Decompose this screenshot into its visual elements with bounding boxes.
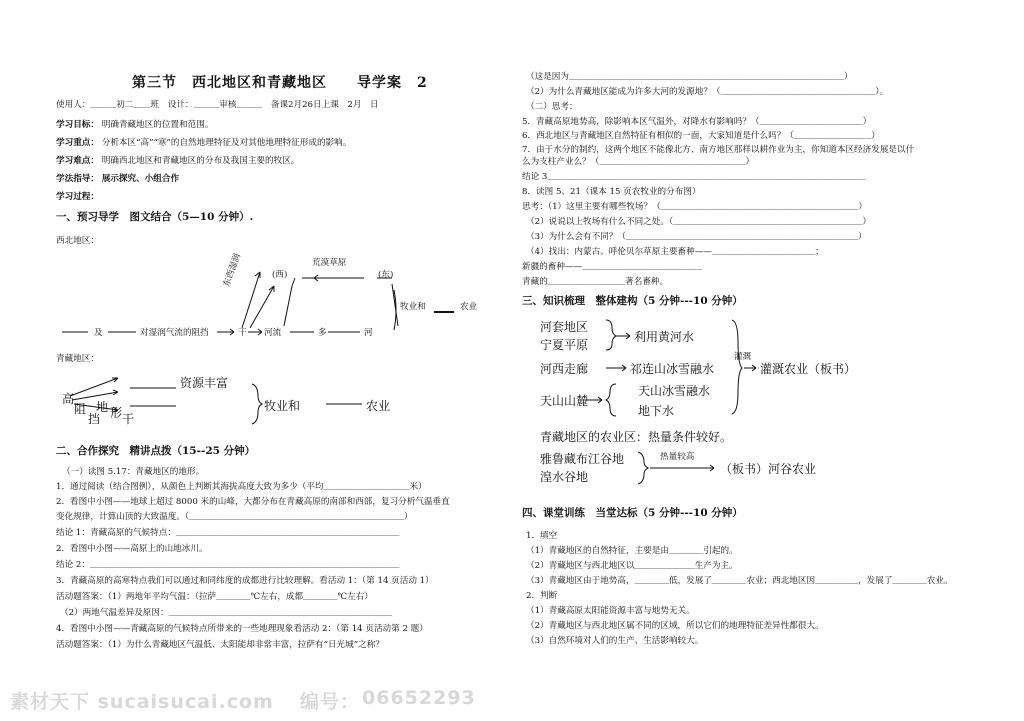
right-line-2: （2）为什么青藏地区能成为许多大河的发源地？（＿＿＿＿＿＿＿＿＿＿＿＿＿＿＿＿＿＿）。 (526, 87, 889, 97)
map-hetao: 河套地区 (540, 320, 589, 334)
section-3-heading: 三、知识梳理 整体建构（5 分钟---10 分钟） (522, 295, 743, 307)
right-line-7: 么为支柱产业么？（＿＿＿＿＿＿＿＿＿＿＿＿＿＿＿＿＿） (522, 157, 755, 167)
diff-text: 明确西北地区和青藏地区的分布及我国主要的牧区。 (101, 156, 300, 166)
goal-text: 明确青藏地区的位置和范围。 (101, 120, 214, 130)
map-tianshan: 天山山麓 (540, 394, 589, 408)
map-huangshui: 湟水谷地 (540, 470, 589, 484)
right-line-15: 青藏的＿＿＿＿＿＿＿＿＿著名畜种。 (522, 277, 669, 287)
section-1-heading: 一、预习导学 图文结合（5—10 分钟）. (56, 211, 254, 223)
left-line-4: 变化规律，计算山顶的大致温度。（＿＿＿＿＿＿＿＿＿＿＿＿＿＿＿＿＿＿＿＿＿＿＿＿＿） (56, 512, 413, 522)
map-yellow: 利用黄河水 (634, 330, 695, 344)
map-qilian: 祁连山冰雪融水 (630, 362, 715, 376)
nw-lake: 河 (364, 328, 373, 338)
nw-block: 对湿润气流的阻挡 (140, 328, 209, 338)
qz-agri: 农业 (366, 399, 391, 413)
diff-label: 学习难点： (56, 156, 99, 166)
section-2-heading: 二、合作探究 精讲点拨（15--25 分钟） (56, 445, 256, 457)
map-ground: 地下水 (638, 404, 675, 418)
right-line-1: （这是因为＿＿＿＿＿＿＿＿＿＿＿＿＿＿＿＿＿＿＿＿＿＿＿＿＿＿＿＿＿＿＿＿） (526, 72, 853, 82)
nw-many: 多 (318, 328, 327, 338)
watermark-site: 素材天下 sucaisucai.com (10, 691, 274, 713)
watermark-code: 06652293 (362, 687, 476, 709)
map-irrigate: 灌溉 (734, 352, 752, 362)
right-bottom-line-1: 1．填空 (526, 531, 558, 541)
left-line-9: 活动题答案：（1）两地年平均气温：（拉萨＿＿＿＿℃左右，成都＿＿＿＿℃左右） (56, 592, 373, 602)
right-bottom-line-4: （3）青藏地区由于地势高，＿＿＿＿低，发展了＿＿＿＿农业；西北地区因＿＿＿＿＿，发展了＿＿＿＿农业。 (526, 576, 953, 586)
right-line-13: （4）找出：内蒙古、呼伦贝尔草原主要畜种——＿＿＿＿＿＿＿＿＿＿＿＿； (526, 247, 824, 257)
right-bottom-line-2: （1）青藏地区的自然特征，主要是由＿＿＿＿引起的。 (526, 546, 738, 556)
right-bottom-line-3: （2）青藏地区与西北地区以＿＿＿＿＿＿＿生产为主。 (526, 561, 738, 571)
diff-row (56, 156, 299, 167)
method-row (56, 174, 179, 185)
nw-river: 河流 (264, 328, 282, 338)
left-line-7: 结论 2：＿＿＿＿＿＿＿＿＿＿＿＿＿＿＿＿＿＿＿＿＿＿＿＿＿＿＿＿＿＿＿＿＿＿＿＿ (56, 560, 400, 570)
key-text: 分析本区“高”“寒”的自然地理特征及对其他地理特征形成的影响。 (101, 138, 352, 148)
qz-terrain: 地 (96, 400, 109, 414)
left-line-1: （一）读图 5.17：青藏地区的地形。 (62, 467, 205, 477)
map-oasis-top: 灌溉农业（板书） (760, 362, 857, 376)
nw-pastoral: 牧业和 (400, 302, 426, 312)
goal-label: 学习目标： (56, 120, 99, 130)
process-label: 学习过程： (56, 192, 99, 202)
key-row (56, 138, 351, 149)
northwest-label: 西北地区： (56, 236, 99, 246)
left-line-10: （2）两地气温差异及原因：＿＿＿＿＿＿＿＿＿＿＿＿＿＿＿＿＿＿＿＿＿＿＿＿＿＿ (60, 608, 393, 618)
right-line-9: 8．读图 5、21（课本 15 页农牧业的分布图） (522, 187, 701, 197)
map-valley: （板书）河谷农业 (720, 462, 817, 476)
key-label: 学习重点： (56, 138, 99, 148)
left-line-3: 2．看图中小图——地球上超过 8000 米的山峰，大都分布在青藏高原的南部和西部，复习分析气温垂直 (56, 497, 450, 507)
left-line-5: 结论 1：青藏高原的气候特点：＿＿＿＿＿＿＿＿＿＿＿＿＿＿＿＿＿＿＿＿＿＿＿＿＿＿ (56, 528, 400, 538)
section-4-heading: 四、课堂训练 当堂达标（5 分钟---10 分钟） (522, 507, 743, 519)
right-line-8: 结论 3＿＿＿＿＿＿＿＿＿＿＿＿＿＿＿＿＿＿＿＿＿＿＿＿＿＿＿＿＿＿＿＿＿＿＿＿＿ (522, 172, 866, 182)
qz-pastoral: 牧业和 (264, 399, 301, 413)
right-line-3: （二）思考： (526, 102, 578, 112)
map-qz-agri: 青藏地区的农业区：热量条件较好。 (540, 430, 733, 444)
map-hexi: 河西走廊 (540, 362, 589, 376)
qinghai-tibet-label: 青藏地区： (56, 354, 99, 364)
nw-arid: 干 (238, 328, 247, 338)
qz-resist: 阻 (74, 402, 87, 416)
nw-east-wet: 东西湿润 (221, 252, 244, 289)
right-line-6: 7．由于水分的制约，这两个地区不能像北方、南方地区那样以耕作业为主，你知道本区经济发展是以什 (522, 145, 915, 155)
right-bottom-line-6: （1）青藏高原太阳能资源丰富与地势无关。 (526, 606, 695, 616)
map-heat: 热量较高 (660, 452, 695, 462)
watermark-code-label: 编号： (300, 691, 361, 713)
right-bottom-line-7: （2）青藏地区与西北地区属不同的区域，所以它们的地理特征差异性都很大。 (526, 621, 824, 631)
qz-arid: 干 (122, 412, 135, 426)
left-line-11: 4．看图中小图——青藏高原的气候特点所带来的一些地理现象看活动 2：（第 14 页活动第 2 题） (56, 624, 428, 634)
method-label: 学法指导： (56, 174, 99, 184)
left-line-6: 2．看图中小图——高原上的山地冰川。 (56, 544, 208, 554)
right-line-12: （3）为什么会有不同？（＿＿＿＿＿＿＿＿＿＿＿＿＿＿＿＿＿＿＿＿＿＿＿＿＿＿＿） (526, 232, 867, 242)
watermark-footer (0, 684, 1024, 721)
left-line-8: 3．青藏高原的高寒特点我们可以通过和同纬度的成都进行比较理解。看活动 1：（第 14 页活动 1） (56, 576, 434, 586)
nw-and: 及 (94, 328, 103, 338)
left-line-2: 1．通过阅读（结合图例），从颜色上判断其海拔高度大致为多少（平均＿＿＿＿＿＿＿＿＿＿米） (56, 482, 427, 492)
nw-grass: 荒漠草原 (312, 258, 347, 268)
qz-resource: 资源丰富 (180, 376, 229, 390)
qz-shape: 形 (110, 406, 123, 420)
right-line-4: 5．青藏高原地势高，除影响本区气温外，对降水有影响吗？（＿＿＿＿＿＿＿＿＿＿＿＿） (522, 117, 872, 127)
map-ningxia: 宁夏平原 (540, 338, 589, 352)
left-line-12: 活动题答案：（1）为什么青藏地区气温低、太阳能却非常丰富，拉萨有“日光城”之称？ (56, 640, 384, 650)
page-title: 第三节 西北地区和青藏地区 导学案 2 (132, 75, 428, 91)
right-bottom-line-8: （3）自然环境对人们的生产、生活影响较大。 (526, 636, 704, 646)
qz-block: 挡 (88, 412, 101, 426)
map-yarlung: 雅鲁藏布江谷地 (540, 452, 625, 466)
method-text: 展示探究、小组合作 (101, 174, 180, 184)
goal-row (56, 120, 213, 131)
right-line-10: 思考：（1）这里主要有哪些牧场？（＿＿＿＿＿＿＿＿＿＿＿＿＿＿＿＿＿＿＿＿＿＿＿） (522, 202, 867, 212)
map-tianshan-water: 天山冰雪融水 (638, 384, 711, 398)
right-bottom-line-5: 2．判断 (526, 591, 558, 601)
nw-west: (西) (272, 270, 288, 280)
right-line-11: （2）说说以上牧场有什么不同之处。（＿＿＿＿＿＿＿＿＿＿＿＿＿＿＿＿＿＿＿＿＿＿） (526, 217, 871, 227)
meta-line: 使用人：＿＿＿初二＿＿班 设计：＿＿＿审核＿＿＿ 备课2月26日上课 2月 日 (56, 100, 379, 110)
right-line-14: 新疆的畜种——＿＿＿＿＿＿＿＿＿＿＿＿＿＿ (522, 262, 703, 272)
nw-agri: 农业 (460, 302, 478, 312)
right-line-5: 6．西北地区与青藏地区自然特征有相似的一面，大家知道是什么吗？（＿＿＿＿＿＿＿＿＿） (522, 131, 880, 141)
qz-high: 高 (62, 392, 75, 406)
nw-east: (东) (378, 270, 394, 280)
